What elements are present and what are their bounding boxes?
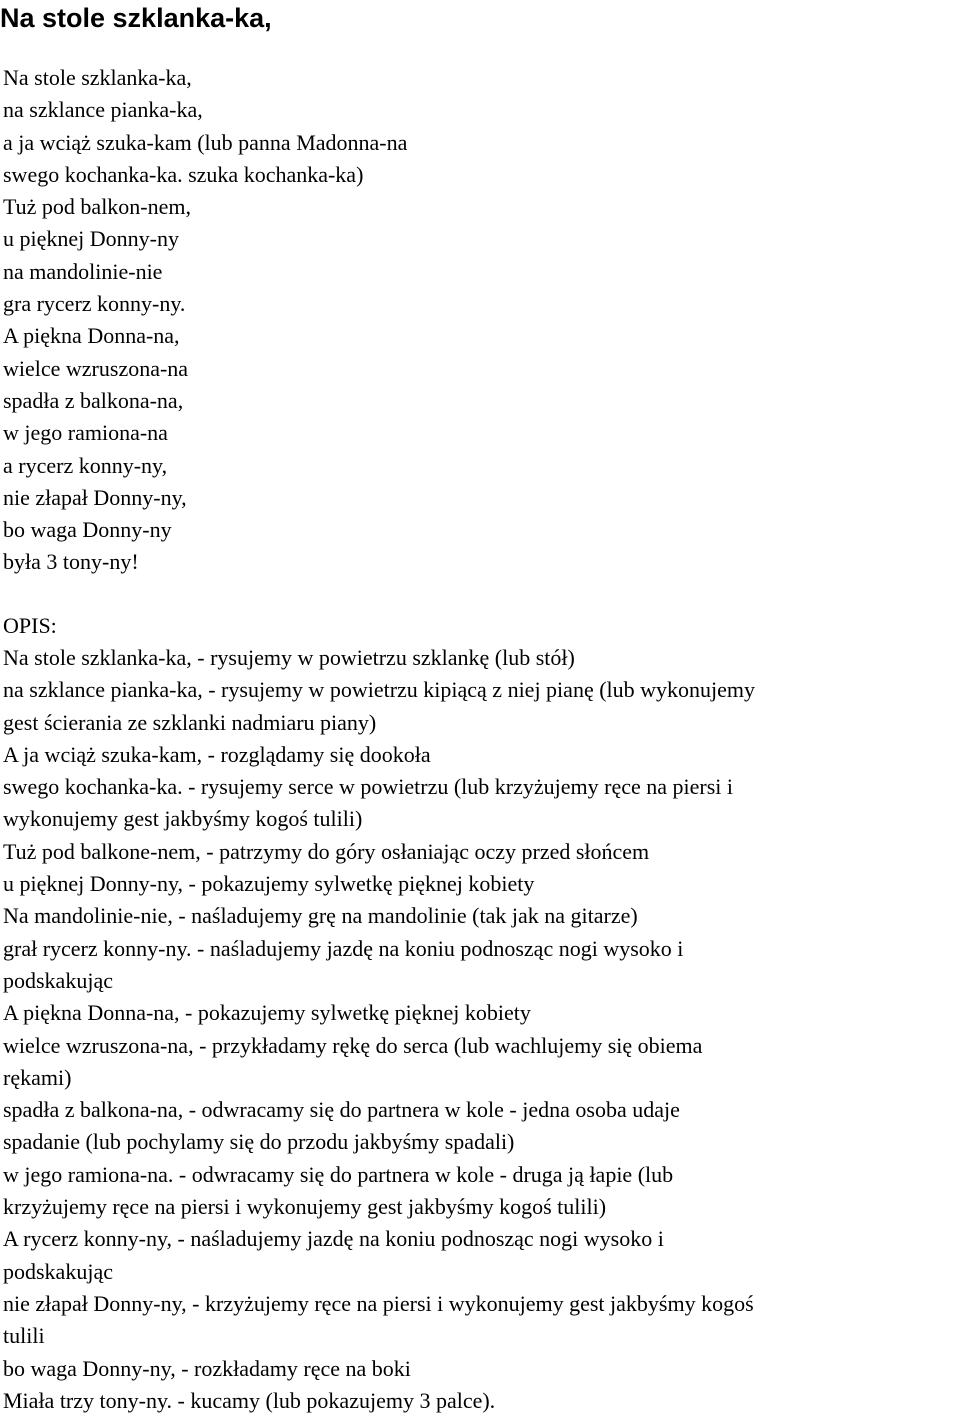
description-line: A ja wciąż szuka-kam, - rozglądamy się dookoła: [3, 741, 431, 767]
description-line: spadła z balkona-na, - odwracamy się do partnera w kole - jedna osoba udaje: [3, 1097, 680, 1123]
description-line: Na stole szklanka-ka, - rysujemy w powietrzu szklankę (lub stół): [3, 645, 575, 670]
description-line: A rycerz konny-ny, - naśladujemy jazdę na koniu podnosząc nogi wysoko i: [3, 1226, 664, 1252]
description-line: u pięknej Donny-ny, - pokazujemy sylwetkę pięknej kobiety: [3, 871, 535, 897]
description-line: w jego ramiona-na. - odwracamy się do partnera w kole - druga ją łapie (lub: [3, 1161, 674, 1187]
lyric-line: na mandolinie-nie: [3, 258, 163, 284]
lyric-line: bo waga Donny-ny: [3, 517, 172, 543]
lyric-line: swego kochanka-ka. szuka kochanka-ka): [3, 161, 364, 187]
lyric-line: na szklance pianka-ka,: [3, 97, 203, 123]
description-line: rękami): [3, 1064, 72, 1090]
description-line: Miała trzy tony-ny. - kucamy (lub pokazujemy 3 palce).: [3, 1387, 496, 1413]
lyric-line: gra rycerz konny-ny.: [3, 291, 186, 317]
description-line: Na mandolinie-nie, - naśladujemy grę na mandolinie (tak jak na gitarze): [3, 903, 638, 929]
description-line: wielce wzruszona-na, - przykładamy rękę do serca (lub wachlujemy się obiema: [3, 1032, 703, 1058]
description-line: krzyżujemy ręce na piersi i wykonujemy gest jakbyśmy kogoś tulili): [3, 1194, 607, 1220]
lyric-line: nie złapał Donny-ny,: [3, 484, 187, 510]
lyric-line: Tuż pod balkon-nem,: [3, 194, 192, 220]
description-line: wykonujemy gest jakbyśmy kogoś tulili): [3, 806, 363, 832]
description-line: podskakując: [3, 1258, 113, 1284]
description-heading: OPIS:: [3, 613, 57, 638]
description-line: nie złapał Donny-ny, - krzyżujemy ręce na piersi i wykonujemy gest jakbyśmy kogoś: [3, 1290, 754, 1316]
lyric-line: A piękna Donna-na,: [3, 323, 180, 349]
lyric-line: w jego ramiona-na: [3, 420, 168, 446]
description-line: gest ścierania ze szklanki nadmiaru piany): [3, 709, 377, 735]
description-line: A piękna Donna-na, - pokazujemy sylwetkę pięknej kobiety: [3, 1000, 531, 1026]
description-line: swego kochanka-ka. - rysujemy serce w powietrzu (lub krzyżujemy ręce na piersi i: [3, 774, 733, 800]
description-line: podskakując: [3, 967, 113, 993]
description-line: Tuż pod balkone-nem, - patrzymy do góry osłaniając oczy przed słońcem: [3, 838, 650, 864]
lyric-line: a rycerz konny-ny,: [3, 452, 168, 478]
lyric-line: a ja wciąż szuka-kam (lub panna Madonna-na: [3, 129, 408, 155]
lyric-line: Na stole szklanka-ka,: [3, 65, 192, 90]
description-line: spadanie (lub pochylamy się do przodu jakbyśmy spadali): [3, 1129, 515, 1155]
gesture-description: [3, 642, 958, 1417]
description-line: na szklance pianka-ka, - rysujemy w powietrzu kipiącą z niej pianę (lub wykonujemy: [3, 677, 756, 703]
lyric-line: u pięknej Donny-ny: [3, 226, 179, 252]
description-line: bo waga Donny-ny, - rozkładamy ręce na boki: [3, 1355, 411, 1381]
lyric-line: była 3 tony-ny!: [3, 549, 139, 575]
description-line: grał rycerz konny-ny. - naśladujemy jazdę na koniu podnosząc nogi wysoko i: [3, 935, 684, 961]
page-title: Na stole szklanka-ka,: [0, 3, 272, 33]
lyric-line: wielce wzruszona-na: [3, 355, 189, 381]
lyric-line: spadła z balkona-na,: [3, 387, 184, 413]
song-lyrics: [3, 62, 953, 579]
description-line: tulili: [3, 1323, 45, 1349]
